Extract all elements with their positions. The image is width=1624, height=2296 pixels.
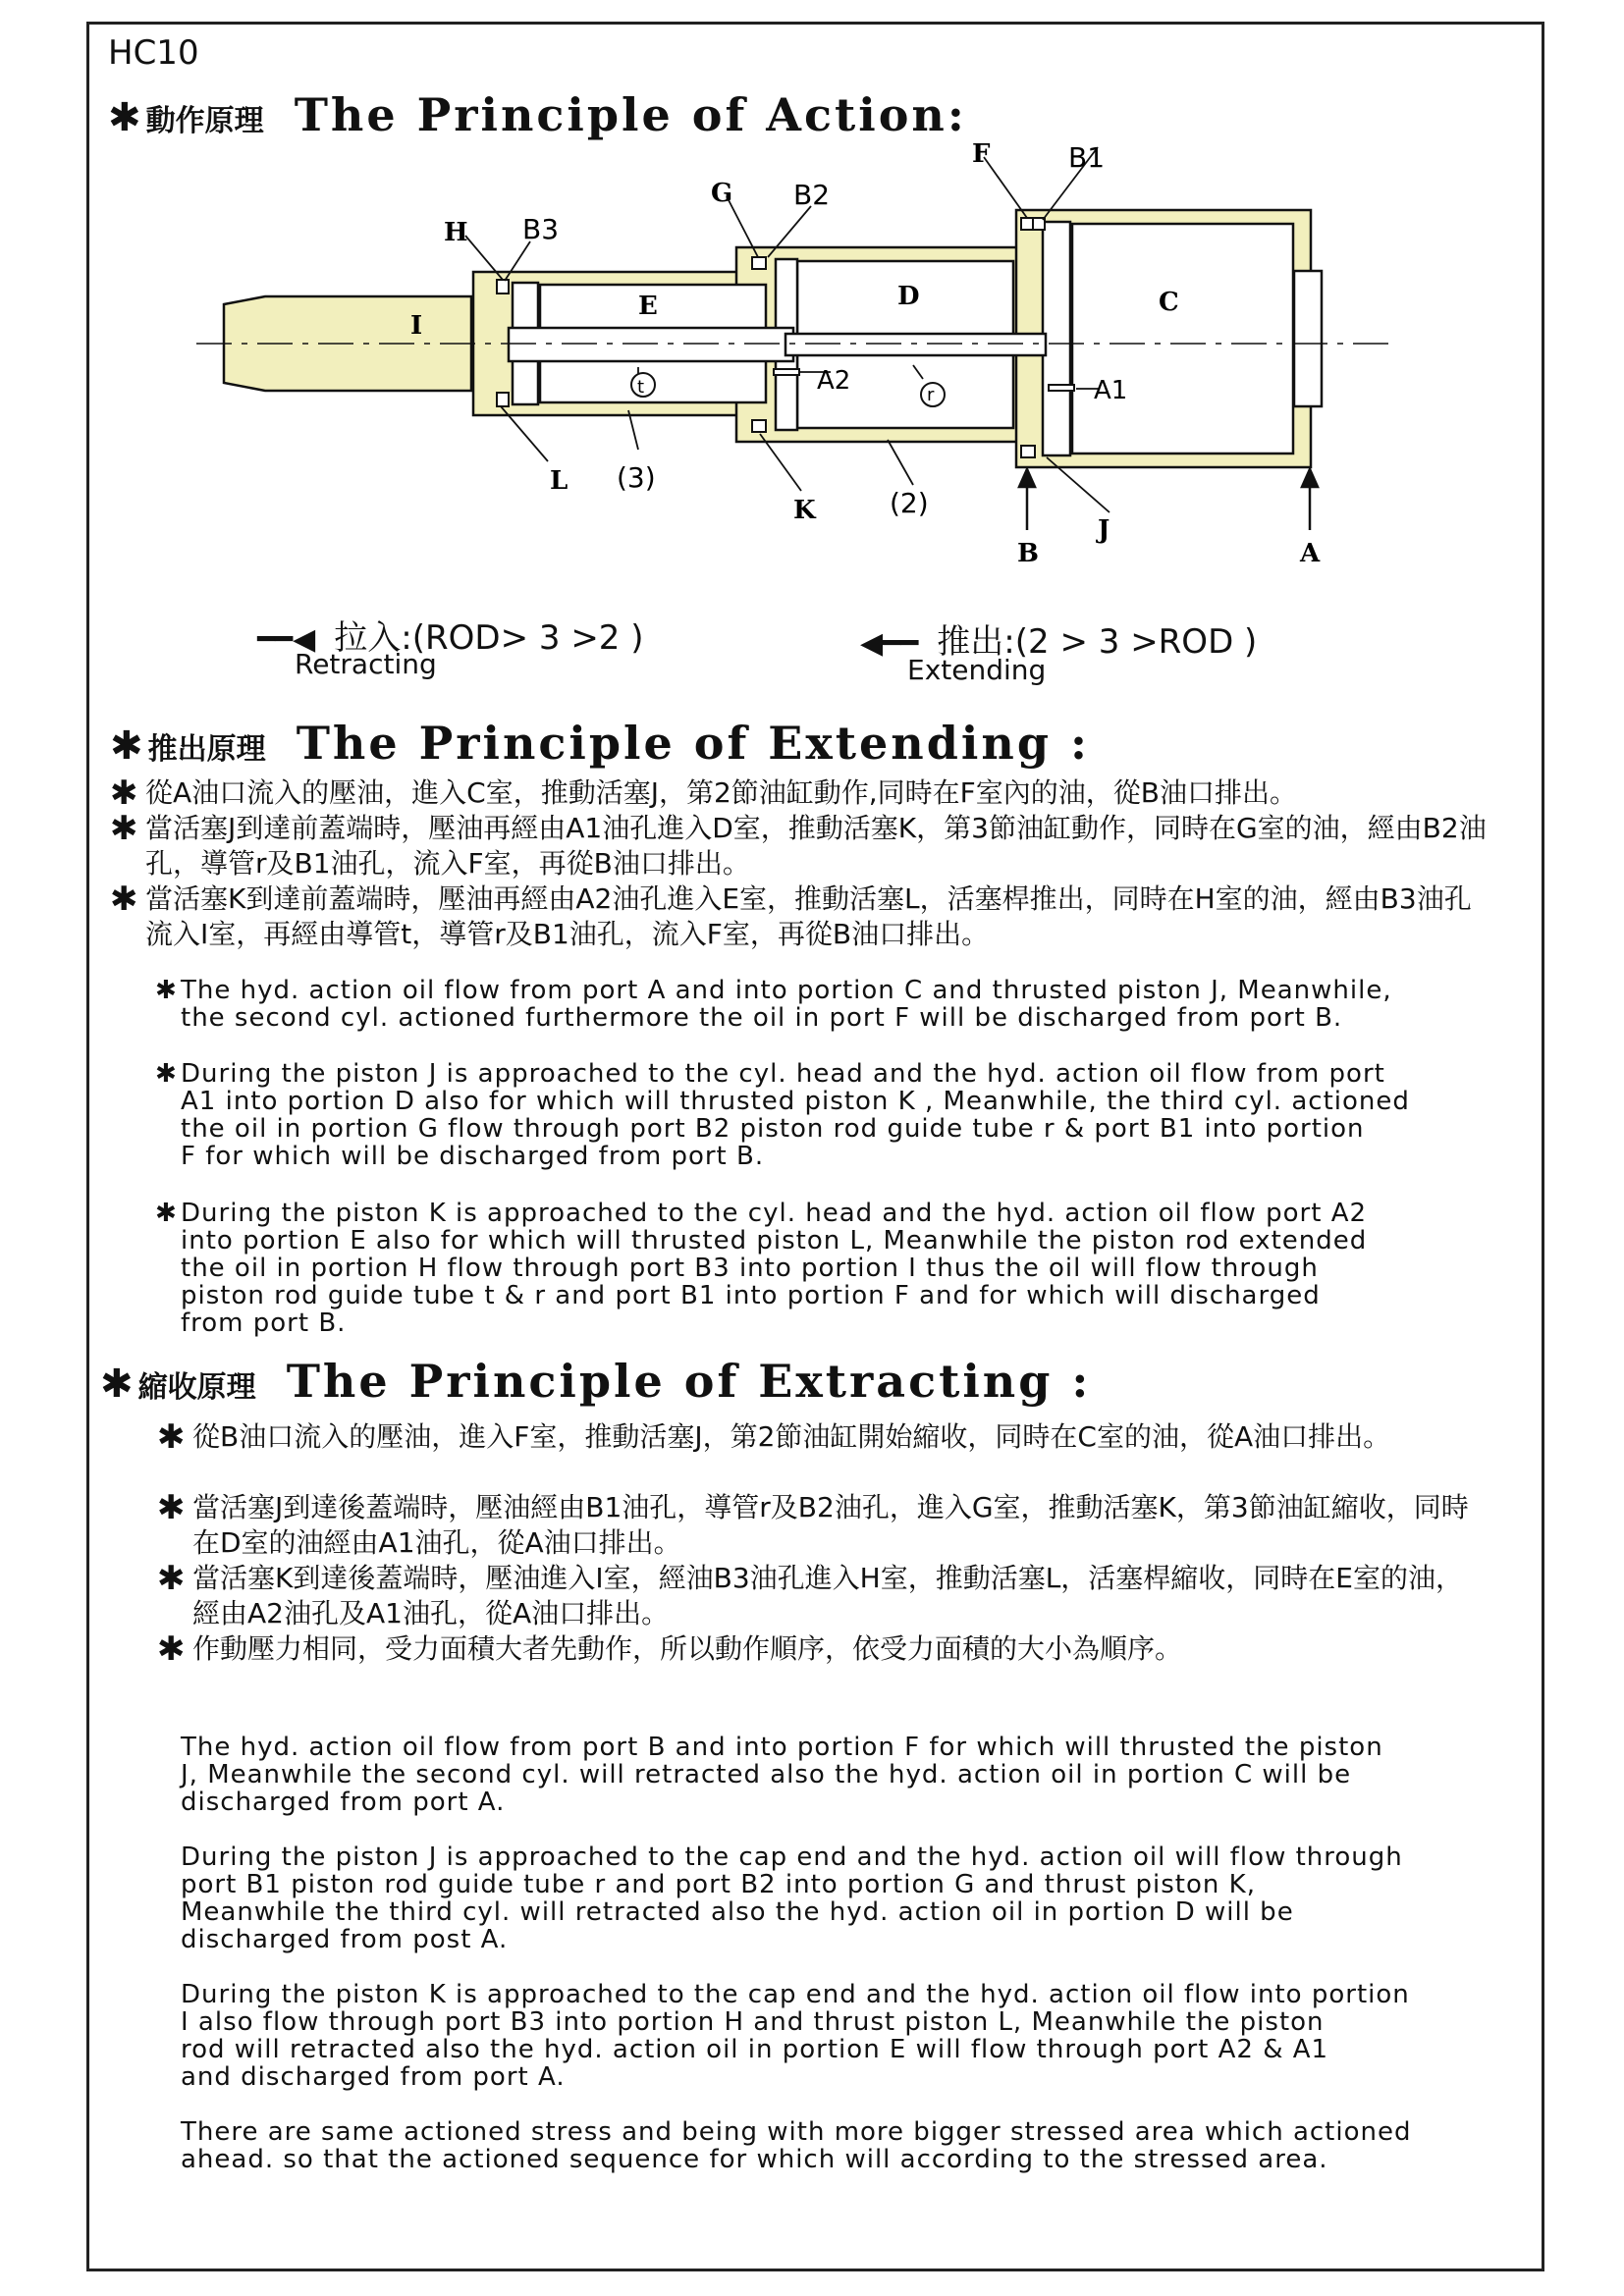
chamber-C (1072, 224, 1293, 454)
label-J: J (1098, 515, 1110, 545)
label-K: K (793, 496, 816, 525)
label-H: H (444, 218, 468, 247)
label-F: F (972, 139, 991, 169)
label-r: r (927, 385, 935, 405)
extending-zh-item: ✱ 當活塞K到達前蓋端時，壓油再經由A2油孔進入E室，推動活塞L，活塞桿推出，同時在H室的油，經由B3油孔流入I室，再經由導管t，導管r及B1油孔，流入F室，再從B油口排出。 (110, 880, 1472, 950)
label-C: C (1159, 288, 1179, 317)
retract-en: Retracting (295, 648, 437, 680)
label-G: G (711, 179, 733, 208)
label-B2: B2 (793, 179, 831, 211)
label-B1: B1 (1068, 141, 1106, 174)
section-extending-zh: 推出原理 (147, 732, 266, 767)
retract-zh: 拉入:(ROD> 3 >2 ) (334, 618, 644, 658)
extending-en-item: ✱ During the piston J is approached to the cyl. head and the hyd. action oil flow from port A1 into portion D also for which will thrusted piston K , Meanwhile, the third cyl. actioned the oil in portion G flow through port B2 piston rod guide tube r & port B1 into portion F for which will be discharged from port B. (155, 1059, 1410, 1171)
label-A2: A2 (817, 366, 851, 396)
label-L: L (550, 466, 568, 496)
label-D: D (897, 282, 920, 311)
extracting-en-item: There are same actioned stress and being with more bigger stressed area which actioned ahead. so that the actioned sequence for which will according to the stressed area. (181, 2117, 1412, 2174)
label-t: t (637, 377, 645, 398)
guide-tube-t (509, 328, 793, 361)
label-I: I (410, 311, 423, 341)
extracting-zh-item: ✱ 當活塞J到達後蓋端時，壓油經由B1油孔，導管r及B2油孔，進入G室，推動活塞K，第3節油缸縮收，同時在D室的油經由A1油孔，從A油口排出。 (157, 1488, 1469, 1559)
label-B3: B3 (522, 213, 560, 245)
left-arrow-icon: ◀━━ (860, 626, 919, 661)
extending-en-item: ✱ During the piston K is approached to the cyl. head and the hyd. action oil flow port A2 into portion E also for which will thrusted piston L, Meanwhile the piston rod extended the oil in portion H flow through port B3 into portion I thus the oil will flow through piston rod guide tube t & r and port B1 into portion F and for which will discharged from port B. (155, 1199, 1368, 1338)
label-A1: A1 (1094, 376, 1128, 405)
label-section-3: (3) (617, 461, 656, 494)
cylinder-diagram (0, 0, 1624, 609)
extracting-zh-item: ✱ 從B油口流入的壓油，進入F室，推動活塞J，第2節油缸開始縮收，同時在C室的油，從A油口排出。 (157, 1417, 1391, 1457)
guide-tube-r (785, 334, 1046, 355)
model-code: HC10 (108, 33, 199, 73)
label-section-2: (2) (890, 487, 929, 519)
extending-zh-item: ✱ 當活塞J到達前蓋端時，壓油再經由A1油孔進入D室，推動活塞K，第3節油缸動作，同時在G室的油，經由B2油孔，導管r及B1油孔，流入F室，再從B油口排出。 (110, 809, 1487, 880)
extending-en-item: ✱ The hyd. action oil flow from port A and into portion C and thrusted piston J, Meanwhile, the second cyl. actioned furthermore the oil in port F will be discharged from port B. (155, 976, 1392, 1033)
section-extending-en: The Principle of Extending : (296, 717, 1090, 770)
extend-en: Extending (907, 654, 1047, 686)
label-E: E (638, 292, 658, 321)
extracting-en-item: The hyd. action oil flow from port B and into portion F for which will thrusted the piston J, Meanwhile the second cyl. will retracted also the hyd. action oil in portion C will be discharged from port A. (181, 1733, 1383, 1817)
extracting-zh-item: ✱ 作動壓力相同，受力面積大者先動作，所以動作順序，依受力面積的大小為順序。 (157, 1629, 1183, 1669)
label-port-B: B (1017, 539, 1039, 568)
section-extracting-zh: 縮收原理 (137, 1370, 256, 1405)
extend-zh: 推出:(2 > 3 >ROD ) (937, 622, 1258, 662)
left-arrow-icon: ━━◀ (257, 622, 316, 657)
rod-bore-end (1294, 271, 1322, 406)
extending-zh-item: ✱ 從A油口流入的壓油，進入C室，推動活塞J，第2節油缸動作,同時在F室內的油，從B油口排出。 (110, 774, 1297, 813)
section-extracting-en: The Principle of Extracting : (286, 1355, 1092, 1408)
section-action-heading: ✱ 動作原理 The Principle of Action: (108, 88, 967, 141)
section-extracting-heading: ✱ 縮收原理 The Principle of Extracting : (100, 1355, 1092, 1408)
extracting-en-item: During the piston K is approached to the cap end and the hyd. action oil flow into portion I also flow through port B3 into portion H and thrust piston L, Meanwhile the piston rod will retracted also the hyd. action oil in portion E will flow through port A2 & A1 and discharged from port A. (181, 1980, 1410, 2092)
extracting-zh-item: ✱ 當活塞K到達後蓋端時，壓油進入I室，經油B3油孔進入H室，推動活塞L，活塞桿縮收，同時在E室的油，經由A2油孔及A1油孔，從A油口排出。 (157, 1559, 1463, 1629)
extracting-en-item: During the piston J is approached to the cap end and the hyd. action oil will flow through port B1 piston rod guide tube r and port B2 into portion G and thrust piston K, Meanwhile the third cyl. will retracted also the hyd. action oil in portion D will be discharged from post A. (181, 1842, 1403, 1954)
section-action-zh: 動作原理 (145, 104, 264, 138)
section-action-en: The Principle of Action: (294, 88, 967, 141)
label-port-A: A (1300, 539, 1321, 568)
section-extending-heading: ✱ 推出原理 The Principle of Extending : (110, 717, 1090, 770)
